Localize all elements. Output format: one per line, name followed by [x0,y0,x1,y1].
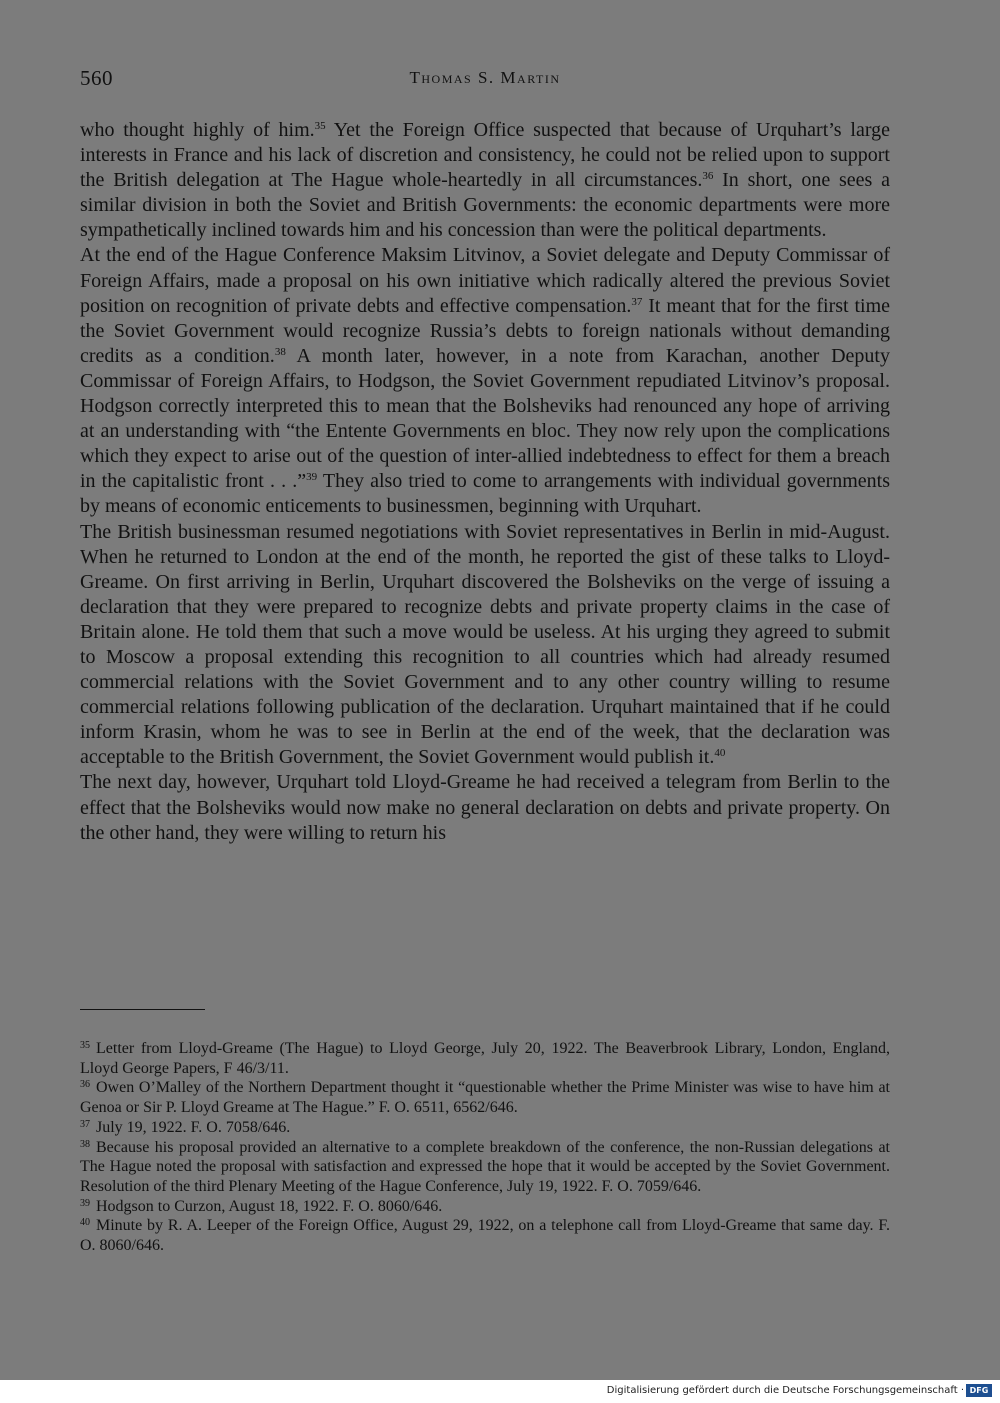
footnote-38: $^{38}$ Because his proposal provided an alternative to a complete breakdown of the conference, the non-Russian delegations at The Hague noted the proposal with satisfaction and expressed the hope that it would be accepted by the Soviet Government. Resolution of the third Plenary Meeting of the Hague Conference, July 19, 1922. F. O. 7059/646. [80,1138,890,1195]
footnote-35: $^{35}$ Letter from Lloyd-Greame (The Hague) to Lloyd George, July 20, 1922. The Beaverbrook Library, London, England, Lloyd George Papers, F 46/3/11. [80,1040,890,1077]
footnote-40: $^{40}$ Minute by R. A. Leeper of the Foreign Office, August 29, 1922, on a telephone call from Lloyd-Greame that same day. F. O. 8060/646. [80,1217,890,1255]
paragraph-1: who thought highly of him.$^{35}$ Yet the Foreign Office suspected that because of Urquhart’s large interests in France and his lack of discretion and consistency, he could not be relied upon to support the British delegation at The Hague whole-heartedly in all circumstances.$^{36}$ In short, one sees a similar division in both the Soviet and British Governments: the economic departments were more sympathetically inclined towards him and his concession than were the political departments. [80,119,890,242]
footnote-ref-40[interactable]: 40 [714,747,726,760]
footnote-ref-39[interactable]: 39 [306,471,318,484]
footnote-ref-35[interactable]: 35 [314,120,326,132]
footnote-39: $^{39}$ Hodgson to Curzon, August 18, 1922. F. O. 8060/646. [80,1197,443,1215]
paragraph-3: The British businessman resumed negotiations with Soviet representatives in Berlin in mid-August. When he returned to London at the end of the month, he reported the gist of these talks to Lloyd-Greame. On first arriving in Berlin, Urquhart discovered the Bolsheviks on the verge of issuing a declaration that they were prepared to recognize debts and private property claims in the case of Britain alone. He told them that such a move would be useless. At his urging they agreed to submit to Moscow a proposal extending this recognition to all countries which had already resumed commercial relations with the Soviet Government and to any other country willing to resume commercial relations following publication of the declaration. Urquhart maintained that if he could inform Krasin, whom he was to see in Berlin at the end of the week, that the declaration was acceptable to the British Government, the Soviet Government would publish it.$^{40}$ [80,520,890,769]
footnote-ref-37[interactable]: 37 [631,295,643,308]
footnote-ref-38[interactable]: 38 [274,345,286,358]
paragraph-4: The next day, however, Urquhart told Lloyd-Greame he had received a telegram from Berlin to the effect that the Bolsheviks would now make no general declaration on debts and private property. On the other hand, they were willing to return his [80,771,890,844]
digitization-footer [0,1380,1000,1403]
dfg-credit-text: Digitalisierung gefördert durch die Deutsche Forschungsgemeinschaft · [606,1385,964,1396]
dfg-logo-icon: DFG [966,1384,992,1397]
body-text [80,118,890,846]
page-number: 560 [80,66,113,90]
page-header [80,66,890,96]
paragraph-2: At the end of the Hague Conference Maksim Litvinov, a Soviet delegate and Deputy Commissar of Foreign Affairs, made a proposal on his own initiative which radically altered the previous Soviet position on recognition of private debts and effective compensation.$^{37}$ It meant that for the first time the Soviet Government would recognize Russia’s debts to foreign nationals without demanding credits as a condition.$^{38}$ A month later, however, in a note from Karachan, another Deputy Commissar of Foreign Affairs, to Hodgson, the Soviet Government repudiated Litvinov’s proposal. Hodgson correctly interpreted this to mean that the Bolsheviks had renounced any hope of arriving at an understanding with “the Entente Governments en bloc. They now rely upon the complications which they expect to arise out of the question of inter-allied indebtedness to effect for them a breach in the capitalistic front . . .”$^{39}$ They also tried to come to arrangements with individual governments by means of economic enticements to businessmen, beginning with Urquhart. [80,244,891,518]
footnote-ref-36[interactable]: 36 [702,170,714,183]
footnote-36: $^{36}$ Owen O’Malley of the Northern Department thought it “questionable whether the Prime Minister was wise to have him at Genoa or Sir P. Lloyd Greame at The Hague.” F. O. 6511, 6562/646. [80,1079,890,1117]
footnote-37: $^{37}$ July 19, 1922. F. O. 7058/646. [80,1118,291,1136]
footnote-divider [80,1009,205,1010]
footnotes [80,1039,890,1256]
running-title: Thomas S. Martin [409,68,561,87]
